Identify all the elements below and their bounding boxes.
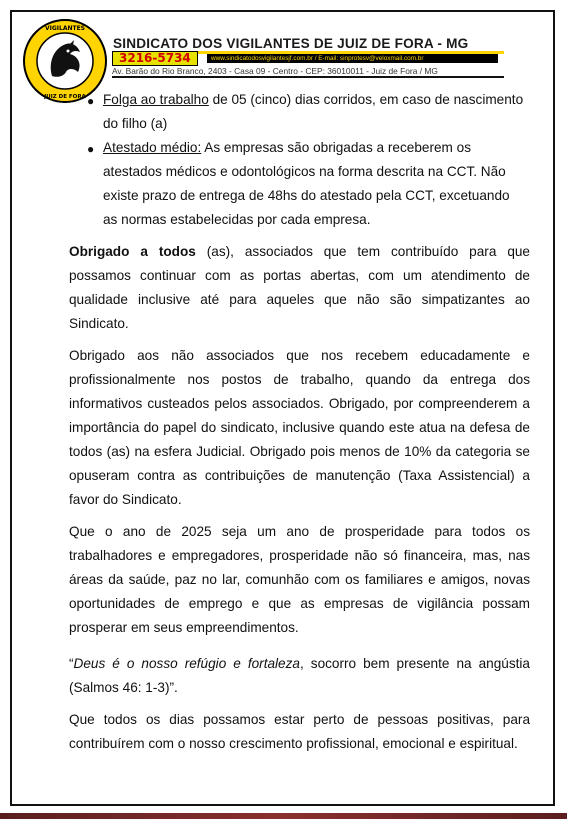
paragraph-thanks-associates — [69, 240, 530, 336]
paragraph-new-year: Que o ano de 2025 seja um ano de prosperidade para todos os trabalhadores e empregadores, prosperidade não só financeira, mas, nas áreas da saúde, paz no lar, comunhão com os familiares e amigos, novas oportunidades de emprego e que as empresas de vigilância possam prosperar em seus empreendimentos. — [69, 524, 530, 635]
bold-phrase: Obrigado a todos — [69, 244, 196, 259]
phone-number: 3216-5734 — [112, 51, 198, 66]
svg-text:JUIZ DE FORA: JUIZ DE FORA — [44, 94, 86, 100]
paragraph-closing: Que todos os dias possamos estar perto de pessoas positivas, para contribuírem com o nosso crescimento profissional, emocional e espiritual. — [69, 712, 530, 751]
website-email[interactable]: www.sindicatodosvigilantesjf.com.br / E-mail: sinprotesv@veloxmail.com.br — [207, 54, 498, 63]
header-rule-black — [112, 76, 504, 78]
bottom-bar — [0, 813, 567, 819]
italic-phrase: Deus é o nosso refúgio e fortaleza — [73, 656, 300, 671]
bullet-text: do filho (a) — [103, 116, 168, 131]
bullet-dot: ● — [87, 142, 95, 156]
bullet-item-folga — [103, 88, 530, 136]
bullet-label: Atestado médio: — [103, 140, 202, 155]
bullet-text: de 05 (cinco) dias corridos, em caso de nascimento — [208, 92, 524, 107]
union-address: Av. Barão do Rio Branco, 2403 - Casa 09 - Centro - CEP: 36010011 - Juiz de Fora / MG — [112, 66, 438, 76]
quote-mark: “ — [69, 656, 74, 671]
bullet-item-atestado — [103, 136, 530, 232]
bullet-text: atestados médicos e odontológicos na forma descrita na CCT. Não — [103, 164, 506, 179]
contact-row — [112, 51, 504, 65]
bullet-text: As empresas são obrigadas a receberem os — [201, 140, 472, 155]
paragraph-thanks-non-associates: Obrigado aos não associados que nos recebem educadamente e profissionalmente nos postos de trabalho, quando da entrega dos informativos custeados pelos associados. Obrigado, por compreenderem a importância do papel do sindicato, inclusive quando este atua na defesa de todos (as) na esfera Judicial. Obrigado pois menos de 10% da categoria se opuseram contra as contribuições de manutenção (Taxa Assistencial) a favor do Sindicato. — [69, 348, 530, 507]
bullet-label: Folga ao trabalho — [103, 92, 209, 107]
svg-text:VIGILANTES: VIGILANTES — [44, 25, 86, 32]
bullet-dot: ● — [87, 94, 95, 108]
union-title: SINDICATO DOS VIGILANTES DE JUIZ DE FORA - MG — [113, 36, 469, 51]
union-logo — [22, 18, 108, 104]
paragraph-text: , socorro bem presente na angústia (Salmos 46: 1-3)”. — [69, 656, 530, 695]
paragraph-psalm-quote — [69, 652, 530, 700]
bullet-text: existe prazo de entrega de 48hs do atestado pela CCT, excetuando — [103, 188, 510, 203]
bullet-text: as normas estabelecidas por cada empresa. — [103, 212, 371, 227]
paragraph-text: (as), associados que tem contribuído para que possamos continuar com as portas abertas, com um atendimento de qualidade inclusive até para aqueles que não são simpatizantes ao Sindicato. — [69, 244, 530, 331]
